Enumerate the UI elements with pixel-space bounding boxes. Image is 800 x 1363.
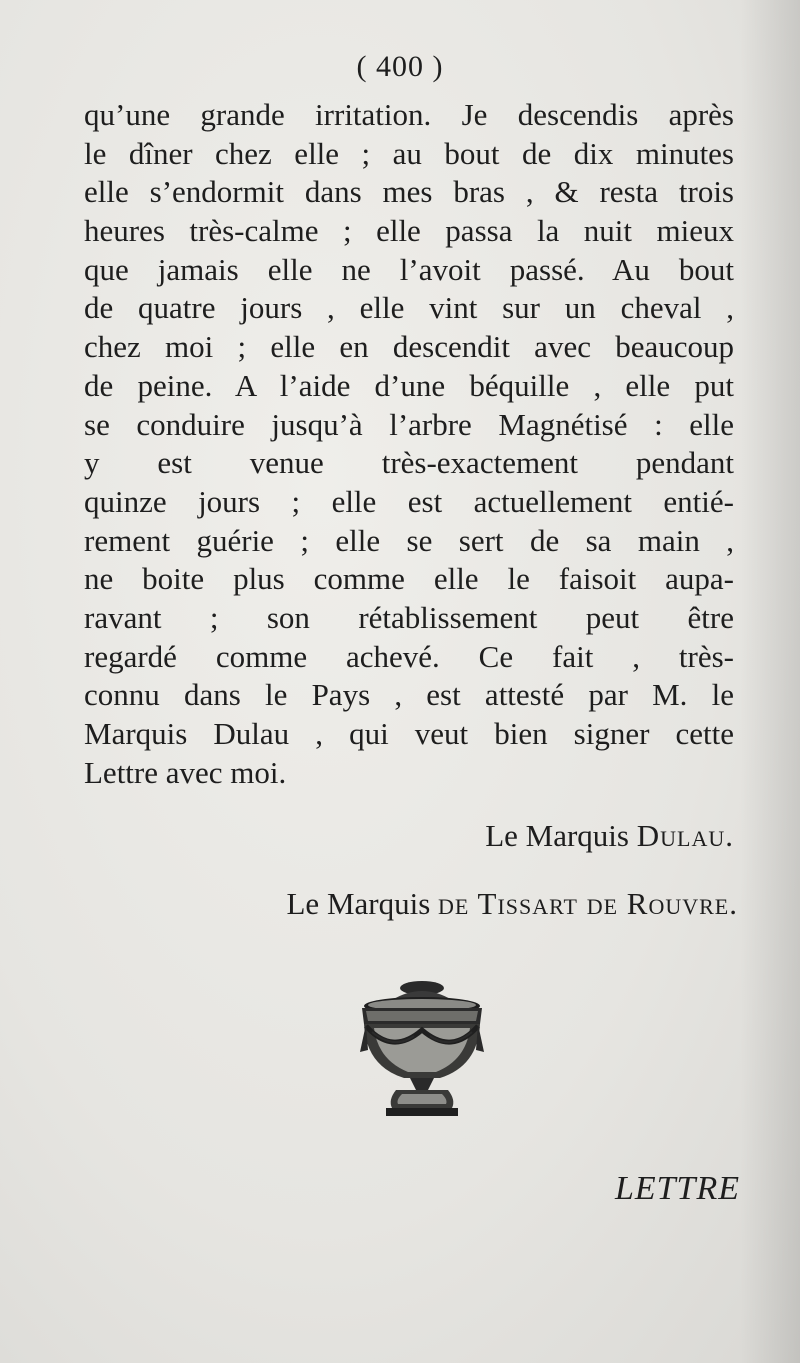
text-line: de peine. A l’aide d’une béquille , elle put (84, 367, 734, 403)
catchword: LETTRE (614, 1170, 740, 1207)
text-line: y est venue très-exactement pendant (84, 445, 734, 481)
text-line: ne boite plus comme elle le faisoit aupa- (84, 561, 734, 597)
text-line: se conduire jusqu’à l’arbre Magnétisé : elle (84, 406, 734, 442)
text-line: rement guérie ; elle se sert de sa main , (84, 522, 734, 558)
text-line: de quatre jours , elle vint sur un cheval , (84, 290, 734, 326)
signature-tissart (287, 886, 739, 922)
signature-name: de Tissart de Rouvre. (438, 886, 738, 921)
text-line: Lettre avec moi. (84, 754, 287, 790)
text-line: regardé comme achevé. Ce fait , très- (84, 638, 734, 674)
page-number: ( 400 ) (356, 50, 444, 83)
body-text (84, 96, 734, 792)
text-line: quinze jours ; elle est actuellement entié- (84, 483, 734, 519)
text-line: qu’une grande irritation. Je descendis après (84, 97, 734, 132)
text-line: chez moi ; elle en descendit avec beaucoup (84, 329, 734, 365)
signature-prefix: Le Marquis (286, 886, 439, 921)
text-line: elle s’endormit dans mes bras , & resta trois (84, 174, 734, 210)
gutter-shadow (740, 0, 800, 1363)
text-line: le dîner chez elle ; au bout de dix minutes (84, 135, 734, 171)
signature-dulau (485, 818, 734, 854)
text-line: ravant ; son rétablissement peut être (84, 599, 734, 635)
signature-name: Dulau. (636, 818, 734, 853)
text-line: connu dans le Pays , est attesté par M. le (84, 677, 734, 713)
urn-vignette-icon (352, 978, 492, 1120)
text-line: que jamais elle ne l’avoit passé. Au bout (84, 251, 734, 287)
text-line: Marquis Dulau , qui veut bien signer cette (84, 716, 734, 751)
text-line: heures très-calme ; elle passa la nuit mieux (84, 213, 734, 249)
signature-prefix: Le Marquis (485, 818, 637, 853)
